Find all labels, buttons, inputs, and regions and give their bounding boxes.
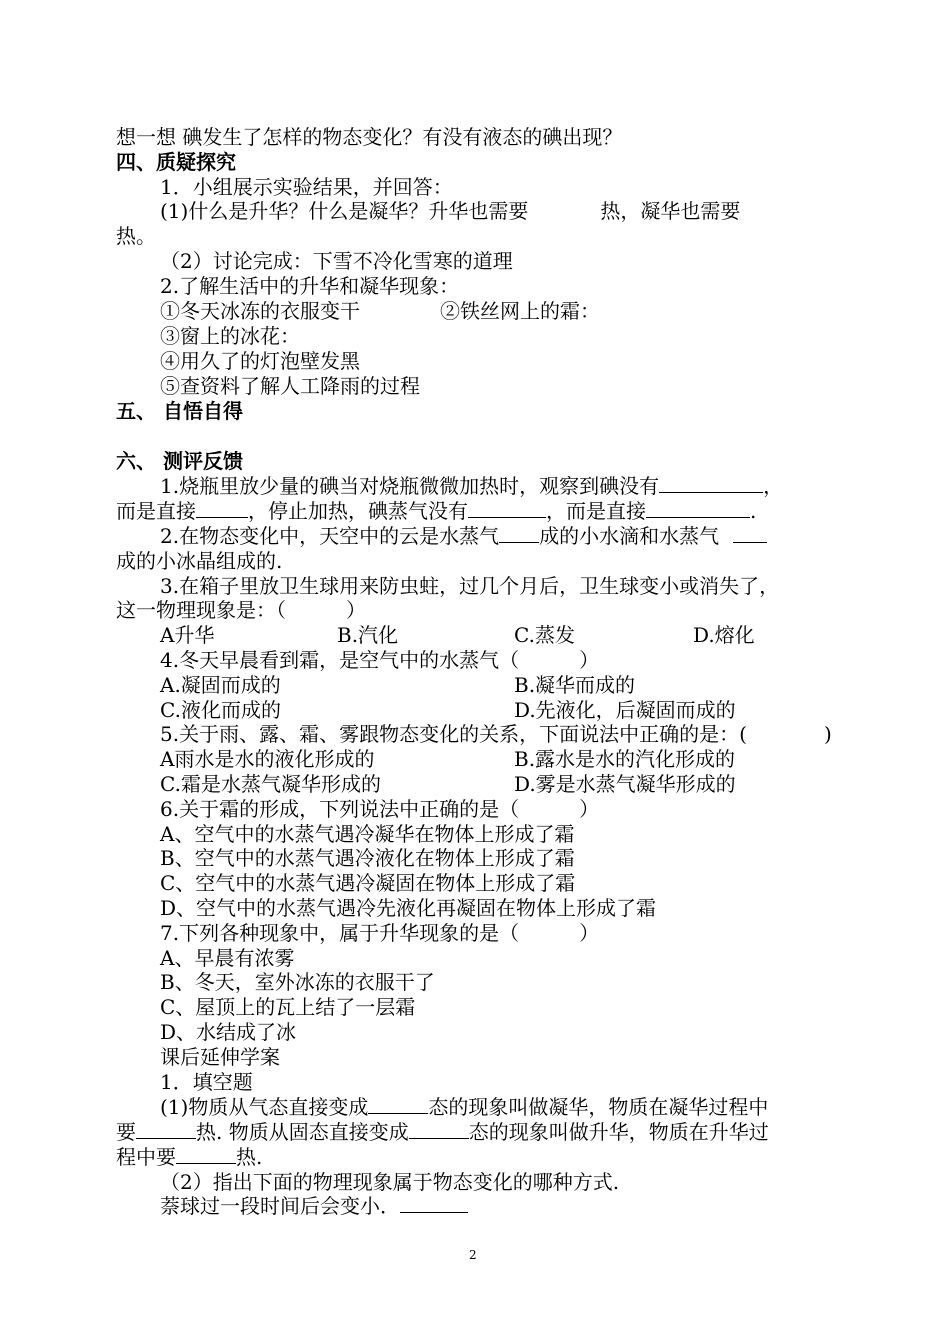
s6-q5-opt-d[interactable]: D.雾是水蒸气凝华形成的 <box>514 772 736 796</box>
after-q1-1-text7: 热. <box>236 1145 263 1169</box>
blank[interactable] <box>646 499 750 518</box>
blank[interactable] <box>176 1145 236 1164</box>
after-q1-1-c <box>116 1145 262 1170</box>
s6-q3-opt-c[interactable]: C.蒸发 <box>514 623 575 647</box>
s4-q1-1-text-a: (1)什么是升华？什么是凝华？升华也需要 <box>160 199 529 223</box>
s6-q1-b-punct: . <box>750 499 757 523</box>
s4-q2-a1: ①冬天冰冻的衣服变干 <box>160 299 360 323</box>
s6-q7-opt-b[interactable]: B、冬天，室外冰冻的衣服干了 <box>160 970 435 994</box>
s6-q1-b-text3: ，而是直接 <box>546 499 646 523</box>
s4-q1: 1．小组展示实验结果，并回答： <box>160 175 453 199</box>
s6-q1-b-text1: 而是直接 <box>116 499 196 523</box>
blank[interactable] <box>196 499 248 518</box>
after-q1-1-text5: 态的现象叫做升华，物质在升华过 <box>468 1120 769 1144</box>
s6-q2-a <box>160 524 767 549</box>
s6-q6-opt-c[interactable]: C、空气中的水蒸气遇冷凝固在物体上形成了霜 <box>160 871 576 895</box>
blank[interactable] <box>468 499 546 518</box>
section-5-title: 五、 自悟自得 <box>116 399 243 423</box>
blank[interactable] <box>659 474 763 493</box>
blank[interactable] <box>409 1120 469 1139</box>
s6-q4-opt-d[interactable]: D.先液化，后凝固而成的 <box>514 698 736 722</box>
s6-q6: 6.关于霜的形成，下列说法中正确的是（ ） <box>160 797 600 821</box>
s6-q1-punct: ， <box>763 474 784 498</box>
page-number: 2 <box>469 1248 477 1262</box>
s6-q5-opt-c[interactable]: C.霜是水蒸气凝华形成的 <box>160 772 381 796</box>
s6-q3-opt-a[interactable]: A升华 <box>160 623 215 647</box>
s4-q2-d: ⑤查资料了解人工降雨的过程 <box>160 374 420 398</box>
after-q1-1-text4: 热. 物质从固态直接变成 <box>196 1120 409 1144</box>
s6-q4-opt-c[interactable]: C.液化而成的 <box>160 698 281 722</box>
s4-q2-c: ④用久了的灯泡壁发黑 <box>160 349 360 373</box>
s6-q3-b: 这一物理现象是：（ ） <box>116 598 366 622</box>
after-q1-1-text3: 要 <box>116 1120 136 1144</box>
s6-q7-opt-c[interactable]: C、屋顶上的瓦上结了一层霜 <box>160 995 416 1019</box>
s4-q2-a2: ②铁丝网上的霜： <box>440 299 600 323</box>
s6-q2-text1: 2.在物态变化中，天空中的云是水蒸气 <box>160 524 500 548</box>
blank[interactable] <box>499 524 539 543</box>
s6-q7-opt-d[interactable]: D、水结成了冰 <box>160 1020 297 1044</box>
s6-q5-opt-a[interactable]: A雨水是水的液化形成的 <box>160 747 375 771</box>
s6-q3-opt-b[interactable]: B.汽化 <box>337 623 399 647</box>
blank[interactable] <box>136 1120 196 1139</box>
s6-q1-text: 1.烧瓶里放少量的碘当对烧瓶微微加热时，观察到碘没有 <box>160 474 660 498</box>
section-4-title: 四、质疑探究 <box>116 150 236 174</box>
s6-q6-opt-b[interactable]: B、空气中的水蒸气遇冷液化在物体上形成了霜 <box>160 846 575 870</box>
after-q1-3 <box>160 1194 468 1219</box>
s6-q5-opt-b[interactable]: B.露水是水的汽化形成的 <box>514 747 736 771</box>
blank[interactable] <box>733 524 767 543</box>
s6-q4-opt-b[interactable]: B.凝华而成的 <box>514 673 636 697</box>
think-line: 想一想 碘发生了怎样的物态变化？有没有液态的碘出现？ <box>116 125 623 149</box>
s6-q1-a <box>160 474 783 499</box>
after-q1-1-text2: 态的现象叫做凝华，物质在凝华过程中 <box>428 1095 769 1119</box>
blank[interactable] <box>400 1194 468 1213</box>
section-6-title: 六、 测评反馈 <box>116 449 243 473</box>
s6-q1-b-text2: ，停止加热，碘蒸气没有 <box>248 499 468 523</box>
blank[interactable] <box>368 1095 428 1114</box>
after-q1-1-text1: (1)物质从气态直接变成 <box>160 1095 369 1119</box>
s6-q3-a: 3.在箱子里放卫生球用来防虫蛀，过几个月后，卫生球变小或消失了， <box>160 574 780 598</box>
s6-q6-opt-d[interactable]: D、空气中的水蒸气遇冷先液化再凝固在物体上形成了霜 <box>160 896 657 920</box>
s6-q1-b <box>116 499 756 524</box>
s4-q1-2: （2）讨论完成：下雪不冷化雪寒的道理 <box>160 249 513 273</box>
s6-q3-opt-d[interactable]: D.熔化 <box>693 623 755 647</box>
s4-q2: 2.了解生活中的升华和凝华现象： <box>160 274 460 298</box>
after-q1-3-text: 萘球过一段时间后会变小． <box>160 1194 400 1218</box>
s4-q1-1-text-b: 热，凝华也需要 <box>600 199 741 223</box>
s4-q1-1 <box>160 199 740 224</box>
s4-q2-b: ③窗上的冰花： <box>160 324 300 348</box>
after-q1-1-b <box>116 1120 769 1145</box>
after-q1-2: （2）指出下面的物理现象属于物态变化的哪种方式. <box>160 1170 620 1194</box>
s6-q2-b: 成的小冰晶组成的. <box>116 549 283 573</box>
after-q1-1-text6: 程中要 <box>116 1145 176 1169</box>
s6-q5-close: ) <box>824 722 832 746</box>
s6-q6-opt-a[interactable]: A、空气中的水蒸气遇冷凝华在物体上形成了霜 <box>160 822 575 846</box>
s6-q7-opt-a[interactable]: A、早晨有浓雾 <box>160 946 295 970</box>
after-title: 课后延伸学案 <box>160 1045 280 1069</box>
s6-q2-text2: 成的小水滴和水蒸气 <box>539 524 720 548</box>
s6-q5: 5.关于雨、露、霜、雾跟物态变化的关系，下面说法中正确的是：( <box>160 722 747 746</box>
s6-q7: 7.下列各种现象中，属于升华现象的是（ ） <box>160 921 600 945</box>
s4-q1-1-cont: 热。 <box>116 224 156 248</box>
s6-q4-opt-a[interactable]: A.凝固而成的 <box>160 673 281 697</box>
after-q1: 1．填空题 <box>160 1070 253 1094</box>
s6-q4: 4.冬天早晨看到霜，是空气中的水蒸气（ ） <box>160 648 600 672</box>
after-q1-1-a <box>160 1095 768 1120</box>
